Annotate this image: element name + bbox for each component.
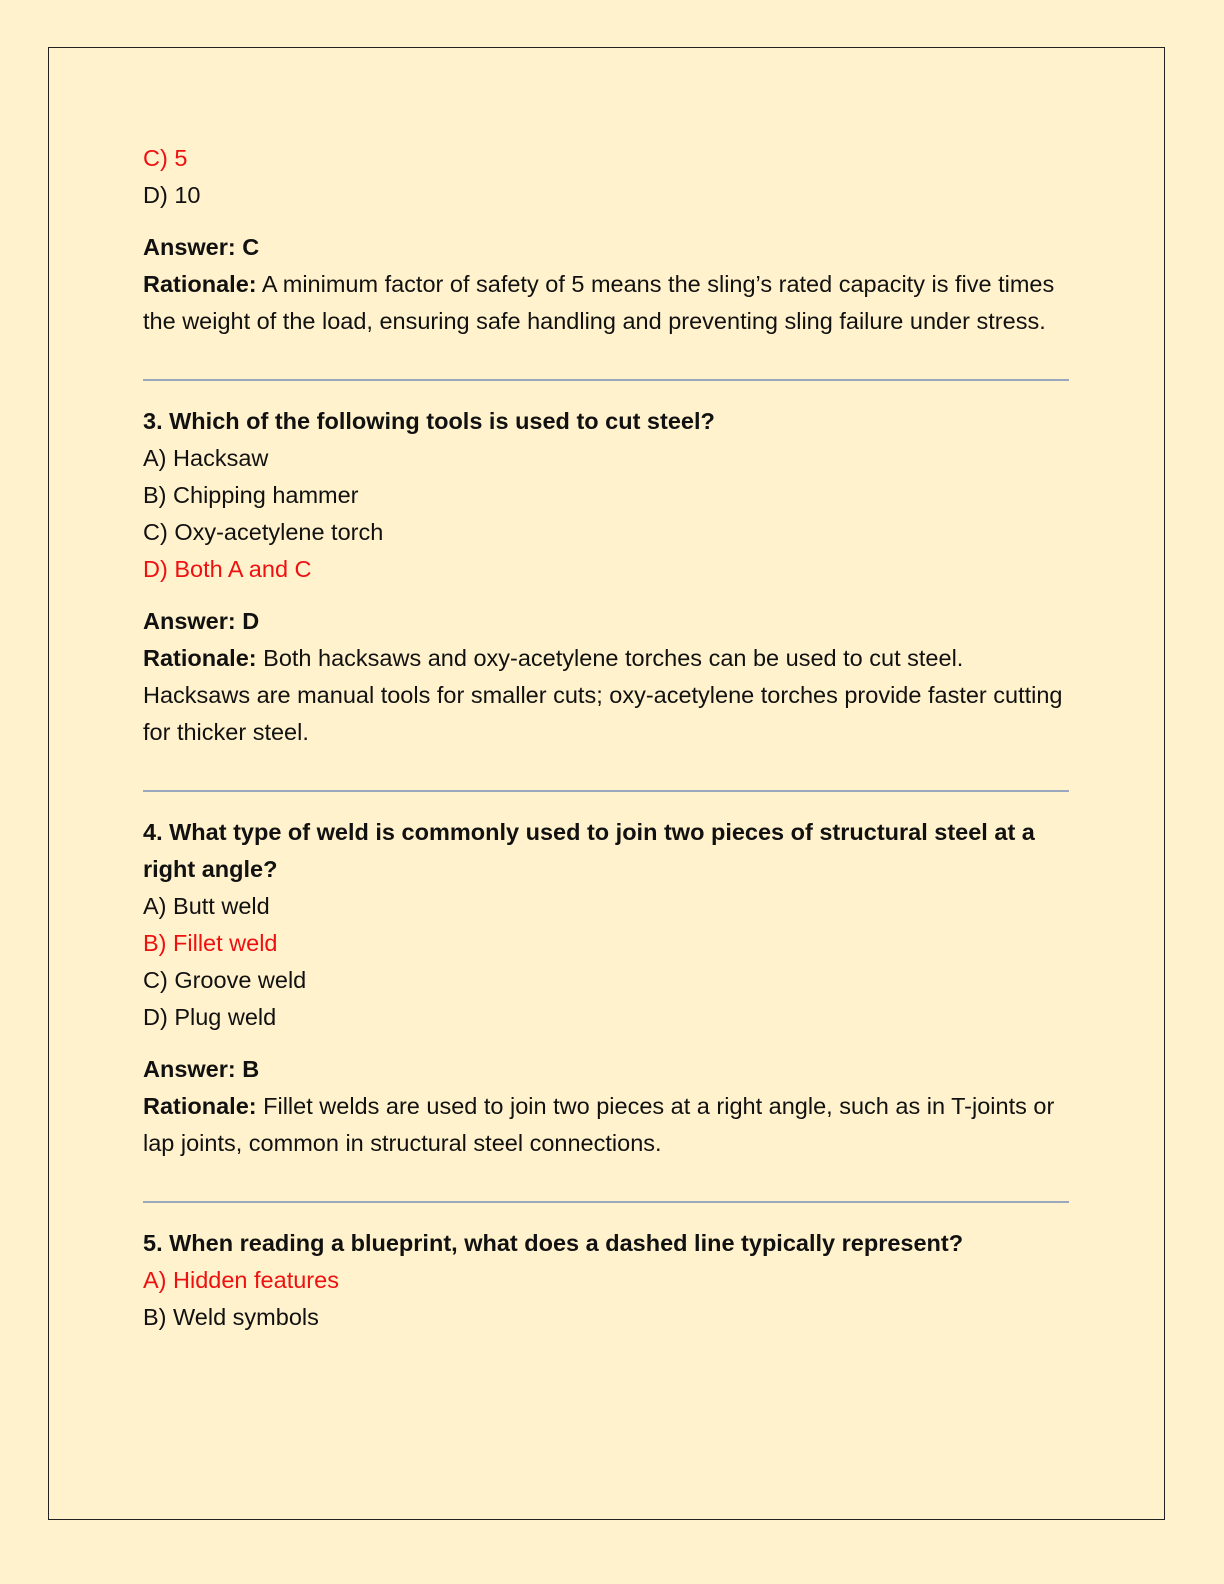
option-a: A) Hacksaw xyxy=(143,445,269,471)
rationale xyxy=(143,266,1073,340)
option-b: B) Fillet weld xyxy=(143,930,278,956)
option-c: C) Oxy-acetylene torch xyxy=(143,519,384,545)
option-a: A) Butt weld xyxy=(143,893,270,919)
rationale-text: Fillet welds are used to join two pieces at a right angle, such as in T-joints or lap joints, common in structural steel connections. xyxy=(143,1093,1055,1156)
answer-line xyxy=(143,229,1073,266)
divider xyxy=(143,790,1069,792)
answer-value: C xyxy=(242,234,260,260)
option-c: C) 5 xyxy=(143,145,188,171)
question-4-block xyxy=(143,814,1073,1162)
divider xyxy=(143,379,1069,381)
question-5-block xyxy=(143,1225,1073,1336)
answer-value: B xyxy=(242,1056,260,1082)
answer-line xyxy=(143,1051,1073,1088)
rationale xyxy=(143,640,1073,751)
question-text: 3. Which of the following tools is used to cut steel? xyxy=(143,408,715,434)
question-2-block xyxy=(143,140,1073,340)
option-a: A) Hidden features xyxy=(143,1267,339,1293)
option-b: B) Weld symbols xyxy=(143,1304,319,1330)
rationale-label: Rationale: xyxy=(143,271,257,297)
rationale-text: A minimum factor of safety of 5 means the sling’s rated capacity is five times the weight of the load, ensuring safe handling and preventing sling failure under stress. xyxy=(143,271,1055,334)
answer-label: Answer: xyxy=(143,608,236,634)
question-3-block xyxy=(143,403,1073,751)
question-text: 5. When reading a blueprint, what does a dashed line typically represent? xyxy=(143,1230,964,1256)
answer-line xyxy=(143,603,1073,640)
document-content xyxy=(143,140,1073,1336)
rationale-label: Rationale: xyxy=(143,645,257,671)
divider xyxy=(143,1201,1069,1203)
answer-label: Answer: xyxy=(143,1056,236,1082)
option-c: C) Groove weld xyxy=(143,967,307,993)
option-d: D) Plug weld xyxy=(143,1004,277,1030)
answer-label: Answer: xyxy=(143,234,236,260)
option-b: B) Chipping hammer xyxy=(143,482,359,508)
rationale xyxy=(143,1088,1073,1162)
answer-value: D xyxy=(242,608,260,634)
option-d: D) 10 xyxy=(143,182,201,208)
option-d: D) Both A and C xyxy=(143,556,312,582)
rationale-text: Both hacksaws and oxy-acetylene torches can be used to cut steel. Hacksaws are manual tools for smaller cuts; oxy-acetylene torches provide faster cutting for thicker steel. xyxy=(143,645,1063,745)
rationale-label: Rationale: xyxy=(143,1093,257,1119)
question-text: 4. What type of weld is commonly used to join two pieces of structural steel at a right angle? xyxy=(143,819,1035,882)
